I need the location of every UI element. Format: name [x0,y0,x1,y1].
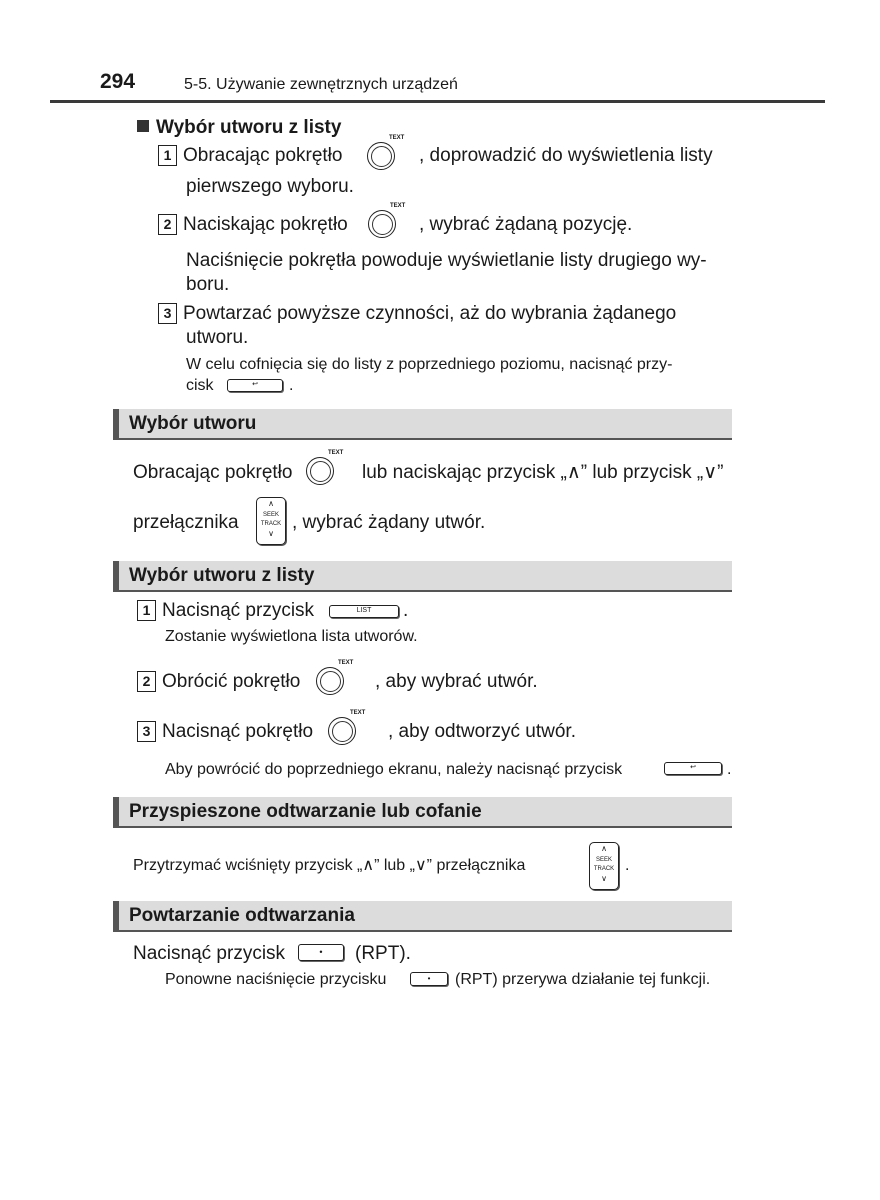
note-text: Aby powrócić do poprzedniego ekranu, należy nacisnąć przycisk [165,761,623,778]
step-text: Nacisnąć przycisk [162,600,315,621]
section-c-step3 [137,719,313,744]
rpt-symbol: • [319,947,323,957]
step-text: . [403,600,409,621]
step-number: 1 [137,600,156,621]
step-number: 2 [158,214,177,235]
step-text: Nacisnąć pokrętło [162,721,314,742]
step-number: 2 [137,671,156,692]
section-a-heading [137,115,341,140]
tune-knob-icon [367,135,405,172]
step-text: Obrócić pokrętło [162,671,301,692]
seek-up-symbol: ∧ [601,844,607,853]
note-text: Ponowne naciśnięcie przycisku [165,971,387,988]
back-symbol: ↩ [252,381,258,388]
step-text: utworu. [186,327,249,348]
section-a-title: Wybór utworu z listy [156,117,342,138]
step-number: 3 [158,303,177,324]
body-text: . [625,857,630,874]
section-title: Powtarzanie odtwarzania [129,905,355,926]
knob-label: TEXT [350,710,366,716]
step-text: Powtarzać powyższe czynności, aż do wybrania żądanego [183,303,677,324]
step-note: boru. [186,274,230,295]
back-button-icon [664,762,722,775]
square-bullet-icon [137,120,149,132]
body-text: , wybrać żądany utwór. [292,512,486,533]
list-label: LIST [356,607,372,614]
back-button-icon [227,379,283,392]
body-text: Obracając pokrętło [133,462,293,483]
step-text: , doprowadzić do wyświetlenia listy [419,145,713,166]
note-text: . [727,761,732,778]
knob-label: TEXT [338,660,354,666]
step-text: , aby wybrać utwór. [375,671,538,692]
section-b-header [113,409,732,440]
step-text: , aby odtworzyć utwór. [388,721,576,742]
seek-down-symbol: ∨ [601,874,607,883]
tune-knob-icon [328,710,366,747]
seek-down-symbol: ∨ [268,529,274,538]
body-text: (RPT). [355,943,411,964]
note-text: . [289,377,294,394]
section-c-step1 [137,598,314,623]
step-note: Zostanie wyświetlona lista utworów. [165,628,418,645]
note-text: W celu cofnięcia się do listy z poprzedniego poziomu, nacisnąć przy- [186,356,673,373]
body-text: lub naciskając przycisk „∧” lub przycisk „∨” [362,462,724,483]
section-c-header [113,561,732,592]
step-text: Obracając pokrętło [183,145,343,166]
tune-knob-icon [316,660,354,697]
step-text: pierwszego wyboru. [186,176,354,197]
section-title: Wybór utworu z listy [129,565,315,586]
section-title: Wybór utworu [129,413,257,434]
tune-knob-icon [306,450,344,487]
knob-label: TEXT [390,203,406,209]
section-title: Przyspieszone odtwarzanie lub cofanie [129,801,482,822]
body-text: Nacisnąć przycisk [133,943,286,964]
header-divider [50,100,825,103]
seek-label: SEEK [262,512,279,518]
chapter-title: 5-5. Używanie zewnętrznych urządzeń [184,76,458,93]
step-note: Naciśnięcie pokrętła powoduje wyświetlanie listy drugiego wy- [186,250,707,271]
body-text: Przytrzymać wciśnięty przycisk „∧” lub „∨” przełącznika [133,857,526,874]
seek-label: SEEK [595,857,612,863]
body-text: przełącznika [133,512,239,533]
rpt-button-icon [410,972,448,986]
section-a-step1 [158,143,342,168]
rpt-symbol: • [427,974,431,983]
note-text: (RPT) przerywa działanie tej funkcji. [455,971,711,988]
track-label: TRACK [260,521,282,527]
section-e-header [113,901,732,932]
tune-knob-icon [368,203,406,240]
seek-track-switch-icon [256,497,286,545]
knob-label: TEXT [328,450,344,456]
section-d-header [113,797,732,828]
seek-track-switch-icon [589,842,619,890]
seek-up-symbol: ∧ [268,499,274,508]
step-number: 1 [158,145,177,166]
knob-label: TEXT [389,135,405,141]
section-a-step3 [158,301,676,326]
step-number: 3 [137,721,156,742]
page-number: 294 [100,70,136,93]
step-text: , wybrać żądaną pozycję. [419,214,633,235]
rpt-button-icon [298,944,344,961]
step-text: Naciskając pokrętło [183,214,348,235]
note-text: cisk [186,377,214,394]
track-label: TRACK [593,866,615,872]
section-a-step2 [158,212,348,237]
back-symbol: ↩ [690,764,696,771]
list-button-icon [329,605,399,618]
section-c-step2 [137,669,300,694]
